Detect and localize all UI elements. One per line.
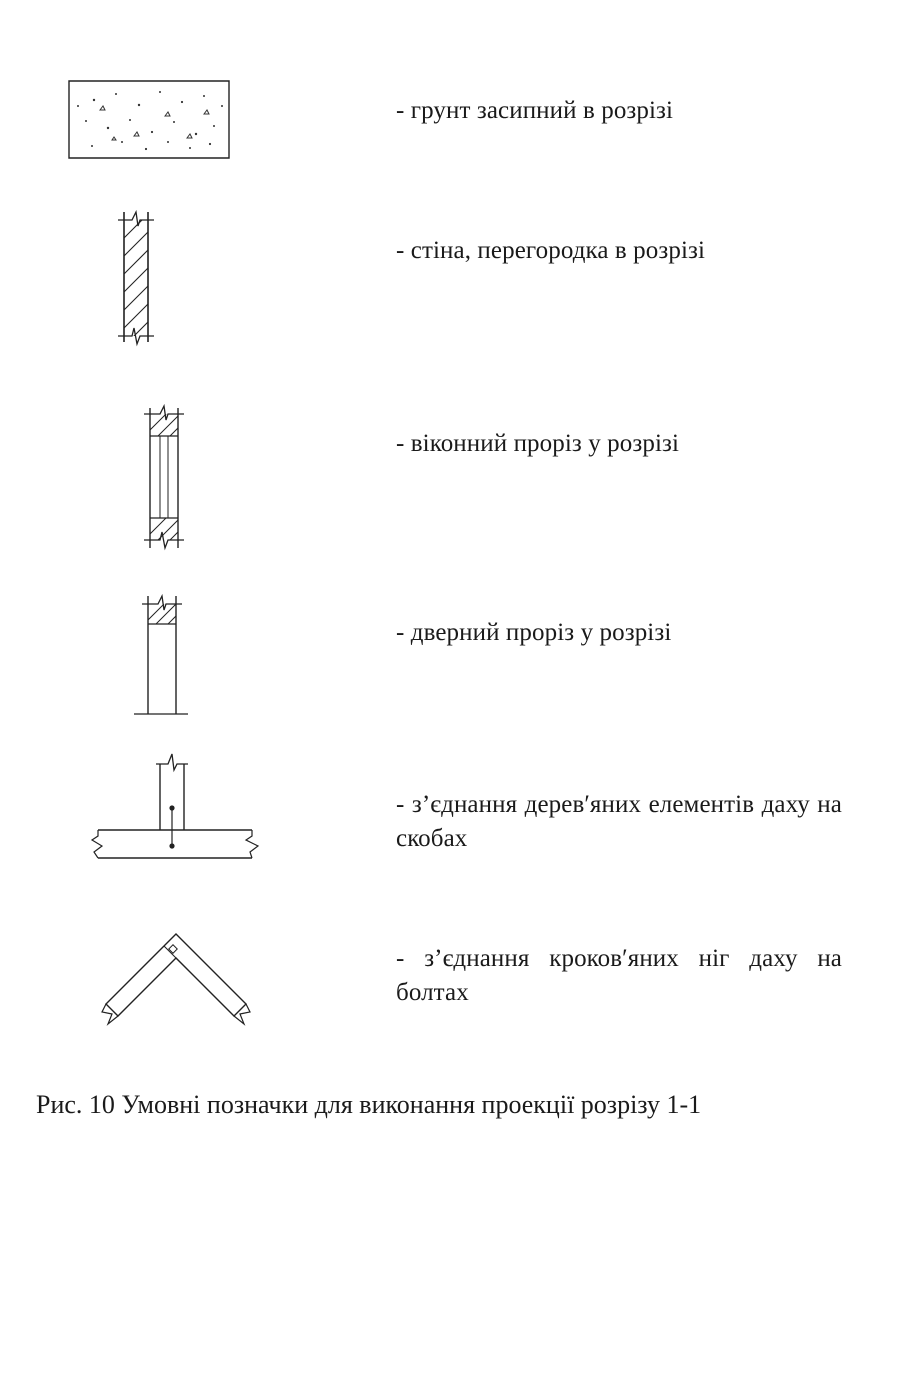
legend-label-rafter-joint: - з’єднання кроков′яних ніг даху на болтах	[396, 945, 842, 1006]
rafter-joint-bolts-symbol	[96, 928, 256, 1032]
legend-label-wood-joint: - з’єднання дерев′яних елементів даху на скобах	[396, 791, 842, 852]
wood-joint-staples-symbol	[80, 748, 270, 868]
legend-label-wall: - стіна, перегородка в розрізі	[396, 237, 706, 264]
legend-label-door: - дверний проріз у розрізі	[396, 619, 672, 646]
legend-label-fill-soil: - грунт засипний в розрізі	[396, 97, 674, 124]
wall-section-symbol	[110, 208, 162, 348]
legend-label-window: - віконний проріз у розрізі	[396, 430, 680, 457]
figure-caption: Рис. 10 Умовні позначки для виконання проекції розрізу 1-1	[36, 1090, 702, 1119]
fill-soil-symbol	[64, 76, 236, 162]
window-opening-symbol	[138, 400, 190, 554]
door-opening-symbol	[128, 590, 194, 720]
